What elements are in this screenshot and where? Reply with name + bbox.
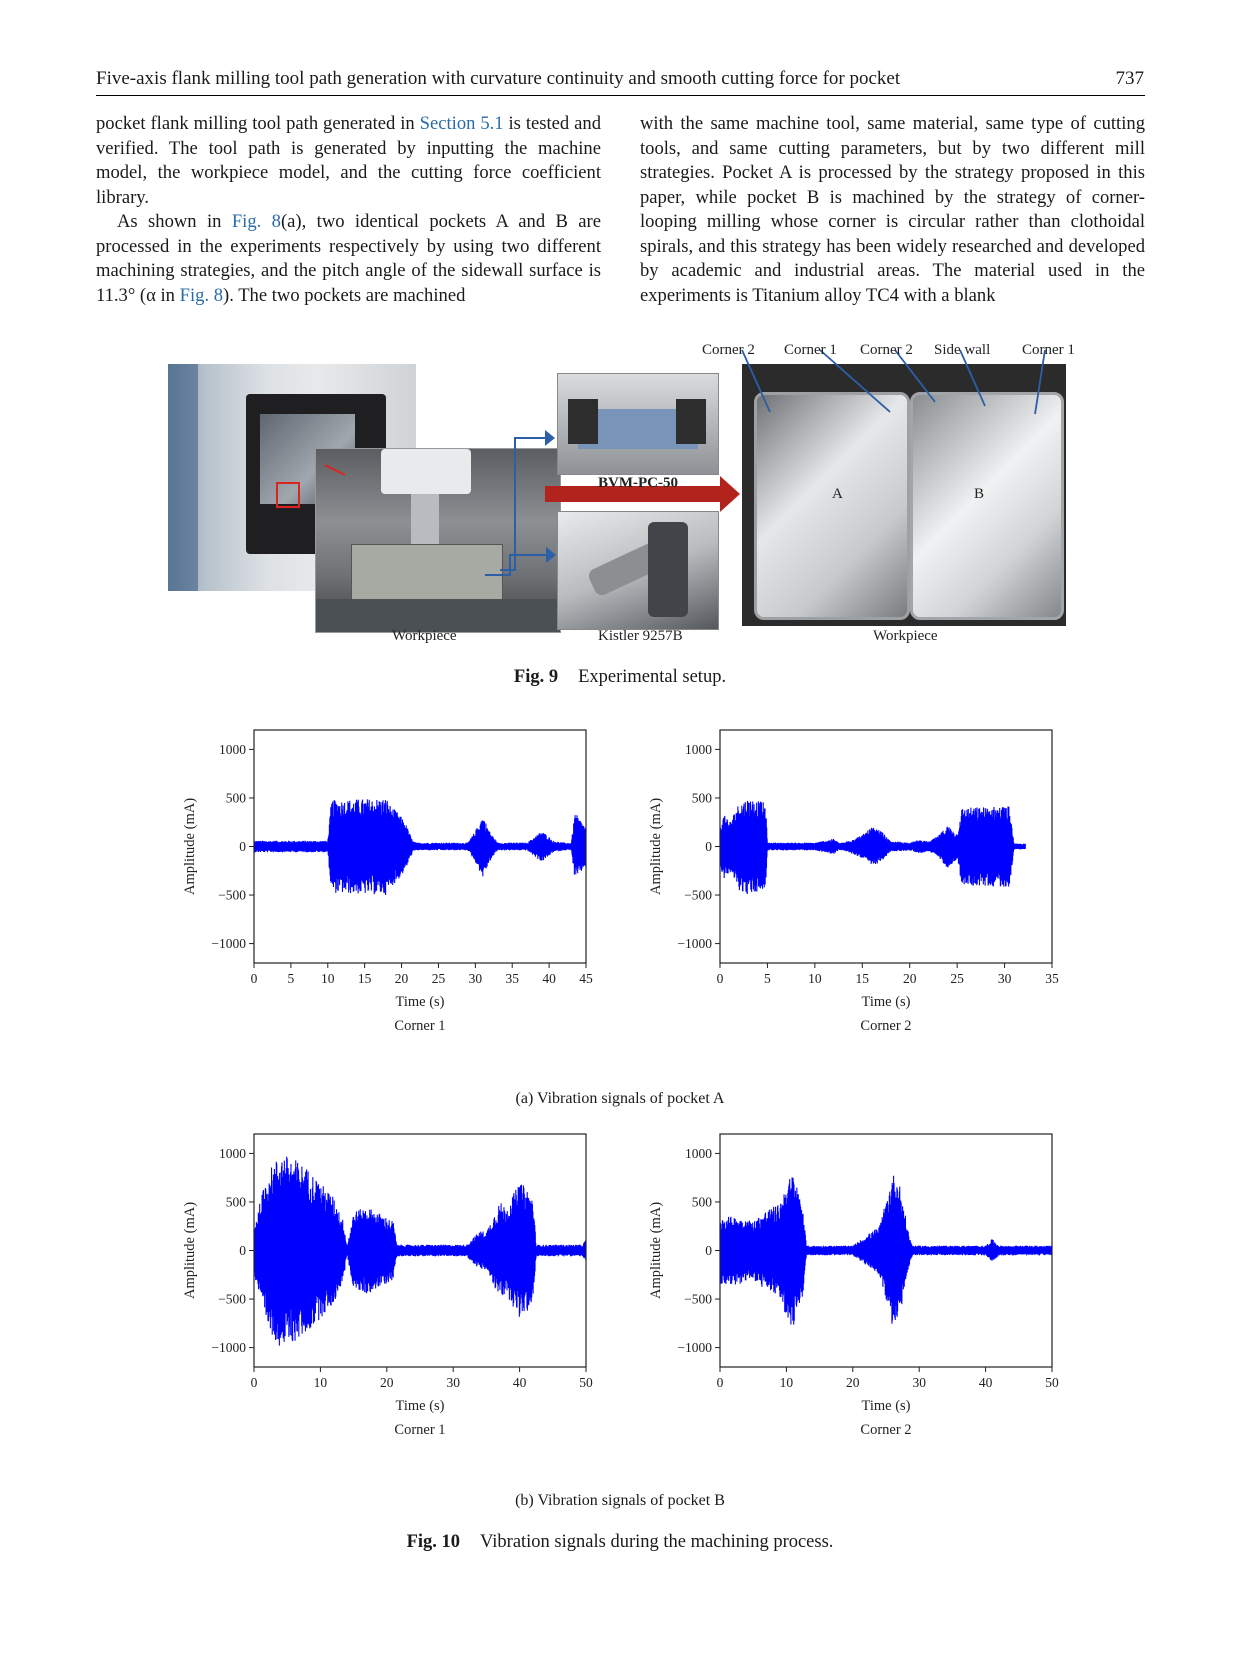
x-tick-label: 5	[764, 971, 771, 986]
y-tick-label: 1000	[685, 741, 712, 757]
caption-number: Fig. 10	[406, 1532, 461, 1552]
figure-9	[0, 330, 1240, 650]
y-axis-label: Amplitude (mA)	[182, 1201, 198, 1300]
paragraph	[96, 210, 601, 308]
label-corner2-a: Corner 2	[702, 342, 755, 358]
figure-9-caption	[0, 667, 1240, 688]
pocket-callouts	[0, 330, 1240, 650]
pocket-a-label: A	[832, 486, 843, 502]
x-tick-label: 20	[846, 1375, 860, 1390]
subfigure-b-label: (b) Vibration signals of pocket B	[515, 1492, 725, 1509]
y-axis-label: Amplitude (mA)	[648, 797, 664, 896]
x-tick-label: 35	[1045, 971, 1059, 986]
x-tick-label: 30	[446, 1375, 460, 1390]
label-bvm: BVM-PC-50	[598, 475, 678, 491]
y-tick-label: 500	[691, 1194, 712, 1210]
paragraph	[96, 112, 601, 210]
x-tick-label: 15	[855, 971, 870, 986]
signal-trace	[720, 801, 1025, 894]
x-tick-label: 45	[579, 971, 593, 986]
x-tick-label: 10	[321, 971, 335, 986]
y-axis-label: Amplitude (mA)	[648, 1201, 664, 1300]
chart-title: Corner 1	[394, 1422, 446, 1438]
y-tick-label: −500	[684, 1291, 712, 1307]
x-tick-label: 20	[902, 971, 917, 986]
chart-title: Corner 1	[394, 1018, 446, 1034]
y-tick-label: 0	[705, 1243, 712, 1258]
y-tick-label: 1000	[219, 741, 246, 757]
label-workpiece-left: Workpiece	[392, 628, 457, 644]
text-run: is tested and verified. The tool path is generated by inputting the machine model, the workpiece model, and the cutting force coefficient library.	[96, 113, 601, 208]
y-tick-label: 1000	[219, 1145, 246, 1161]
caption-text: Experimental setup.	[578, 667, 727, 687]
pocket-b-label: B	[974, 486, 985, 502]
y-tick-label: 500	[225, 1194, 246, 1210]
x-tick-label: 35	[505, 971, 519, 986]
x-tick-label: 50	[579, 1375, 593, 1390]
label-corner1-a: Corner 1	[784, 342, 837, 358]
x-tick-label: 10	[779, 1375, 794, 1390]
label-corner2-b: Corner 2	[860, 342, 913, 358]
signal-trace	[720, 1176, 1052, 1325]
x-tick-label: 40	[978, 1375, 993, 1390]
x-tick-label: 5	[287, 971, 295, 986]
figure-10-caption	[0, 1532, 1240, 1553]
figure-link[interactable]: Fig. 8	[179, 284, 224, 306]
x-tick-label: 0	[250, 1375, 258, 1390]
x-tick-label: 30	[468, 971, 483, 986]
text-run: ). The two pockets are machined	[223, 284, 466, 306]
paragraph: with the same machine tool, same material, same type of cutting tools, and same cutting parameters, but by two different mill strategies. Pocket A is processed by the strategy proposed in this paper, while pocket B is machined by the strategy of corner-looping milling whose corner is circular rather than clothoidal spirals, and this strategy has been widely researched and developed by academic and industrial areas. The material used in the experiments is Titanium alloy TC4 with a blank	[640, 113, 1145, 306]
left-column	[96, 112, 601, 308]
label-side-wall: Side wall	[934, 342, 991, 358]
x-tick-label: 0	[716, 971, 724, 986]
text-run: pocket flank milling tool path generated in	[96, 113, 420, 134]
figure-link[interactable]: Fig. 8	[231, 211, 281, 232]
x-tick-label: 10	[313, 1375, 328, 1390]
header-rule	[96, 95, 1145, 96]
x-tick-label: 20	[394, 971, 409, 986]
caption-number: Fig. 9	[513, 667, 559, 687]
x-axis-label: Time (s)	[395, 994, 445, 1010]
text-run: (a), two identical pockets A and B are processed in the experiments respectively by using two different machining strategies, and the pitch angle of the sidewall surface is 11.3° (α in	[96, 211, 601, 306]
x-tick-label: 0	[250, 971, 258, 986]
label-kistler: Kistler 9257B	[598, 628, 683, 644]
y-tick-label: −500	[684, 887, 712, 903]
subfigure-a-label: (a) Vibration signals of pocket A	[515, 1090, 725, 1107]
x-tick-label: 50	[1045, 1375, 1059, 1390]
page-number: 737	[1115, 68, 1144, 89]
x-axis-label: Time (s)	[861, 1398, 911, 1414]
x-tick-label: 0	[716, 1375, 724, 1390]
y-axis-label: Amplitude (mA)	[182, 797, 198, 896]
caption-text: Vibration signals during the machining process.	[480, 1532, 834, 1552]
y-tick-label: 500	[225, 790, 246, 806]
chart-title: Corner 2	[860, 1422, 912, 1438]
x-tick-label: 15	[357, 971, 372, 986]
label-workpiece-right: Workpiece	[873, 628, 938, 644]
y-tick-label: −1000	[211, 1340, 246, 1356]
text-run: As shown in	[117, 211, 232, 232]
y-tick-label: 500	[691, 790, 712, 806]
section-link[interactable]: Section 5.1	[419, 113, 504, 134]
x-tick-label: 25	[950, 971, 964, 986]
x-tick-label: 25	[431, 971, 446, 986]
y-tick-label: −1000	[677, 936, 712, 952]
x-tick-label: 30	[997, 971, 1012, 986]
x-axis-label: Time (s)	[861, 994, 911, 1010]
y-tick-label: −1000	[677, 1340, 712, 1356]
running-header-title: Five-axis flank milling tool path generation with curvature continuity and smooth cutting force for pocket	[96, 68, 901, 89]
y-tick-label: 0	[239, 1243, 246, 1258]
y-tick-label: −1000	[211, 936, 246, 952]
y-tick-label: 0	[239, 839, 246, 854]
y-tick-label: 0	[705, 839, 712, 854]
y-tick-label: −500	[218, 1291, 246, 1307]
x-tick-label: 20	[380, 1375, 394, 1390]
x-axis-label: Time (s)	[395, 1398, 445, 1414]
chart-title: Corner 2	[860, 1018, 912, 1034]
signal-trace	[254, 1157, 586, 1346]
y-tick-label: −500	[218, 887, 246, 903]
right-column	[640, 112, 1145, 308]
x-tick-label: 40	[512, 1375, 527, 1390]
signal-trace	[254, 799, 586, 895]
x-tick-label: 30	[912, 1375, 926, 1390]
figure-10	[0, 720, 1240, 1540]
x-tick-label: 10	[808, 971, 822, 986]
x-tick-label: 40	[542, 971, 556, 986]
label-corner1-b: Corner 1	[1022, 342, 1075, 358]
y-tick-label: 1000	[685, 1145, 712, 1161]
